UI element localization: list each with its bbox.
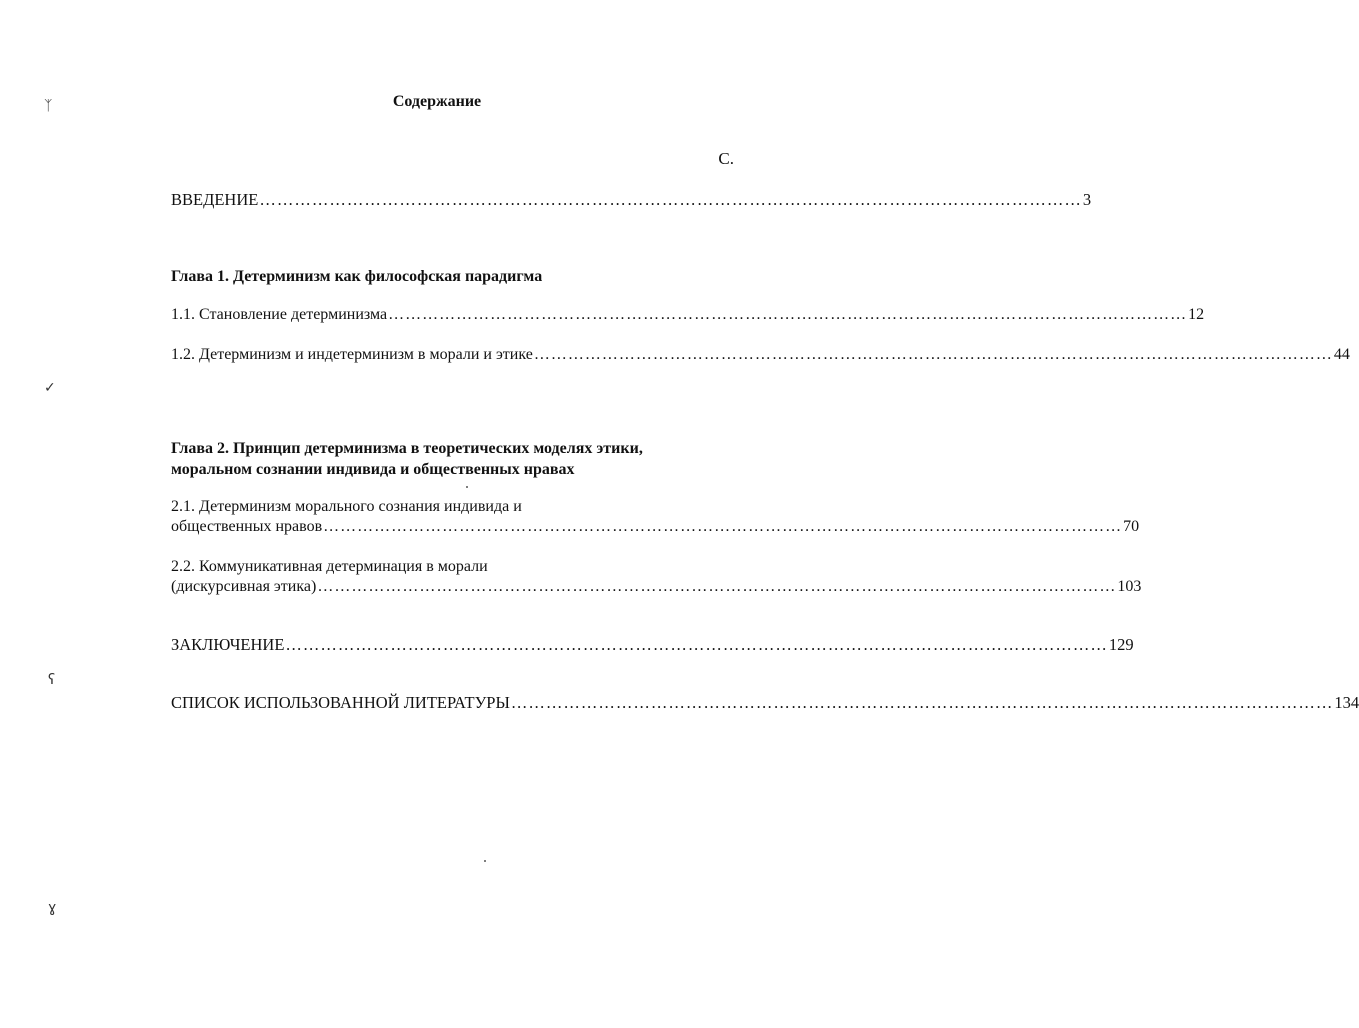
toc-label: общественных нравов — [171, 518, 323, 535]
leader-dots: …………………………………………………………………………………………………………………………… — [388, 306, 1188, 323]
page-column-label: С. — [718, 149, 734, 168]
toc-chapter-2[interactable] — [171, 438, 731, 480]
toc-label: ЗАКЛЮЧЕНИЕ — [171, 635, 285, 654]
scan-speck — [484, 860, 486, 862]
leader-dots: …………………………………………………………………………………………………………………………… — [317, 578, 1117, 595]
toc-entry-1-1[interactable] — [171, 305, 1205, 325]
margin-mark-icon: ᛉ — [44, 98, 53, 114]
leader-dots: …………………………………………………………………………………………………………………………… — [510, 693, 1334, 712]
toc-page-number: 134 — [1334, 693, 1359, 712]
page-title: Содержание — [392, 93, 482, 110]
margin-mark-icon: ɣ — [48, 900, 57, 916]
toc-chapter-1[interactable]: Глава 1. Детерминизм как философская парадигма — [171, 268, 543, 285]
toc-entry-2-2[interactable] — [171, 577, 1142, 597]
toc-label: ВВЕДЕНИЕ — [171, 190, 259, 209]
toc-label-2-1-line1[interactable]: 2.1. Детерминизм морального сознания индивида и — [171, 498, 522, 515]
scan-speck — [466, 486, 468, 488]
toc-page-number: 70 — [1123, 518, 1140, 535]
toc-entry-conclusion[interactable] — [171, 635, 1134, 655]
margin-mark-icon: ʕ — [48, 672, 56, 688]
toc-label: (дискурсивная этика) — [171, 578, 317, 595]
margin-mark-icon: ✓ — [44, 380, 56, 396]
toc-label: 1.2. Детерминизм и индетерминизм в морали и этике — [171, 346, 533, 363]
toc-entry-bibliography[interactable] — [171, 693, 1359, 713]
toc-page-number: 12 — [1188, 306, 1205, 323]
leader-dots: …………………………………………………………………………………………………………………………… — [533, 346, 1333, 363]
toc-page-number: 3 — [1082, 190, 1092, 209]
chapter-title-line: Глава 2. Принцип детерминизма в теоретических моделях этики, — [171, 440, 643, 457]
toc-page-number: 103 — [1117, 578, 1142, 595]
chapter-title-line: моральном сознании индивида и общественных нравах — [171, 461, 575, 478]
toc-page-number: 44 — [1333, 346, 1350, 363]
toc-page-number: 129 — [1108, 635, 1134, 654]
toc-entry-intro[interactable] — [171, 190, 1092, 210]
toc-entry-1-2[interactable] — [171, 345, 1350, 365]
leader-dots: …………………………………………………………………………………………………………………………… — [323, 518, 1123, 535]
toc-label: 1.1. Становление детерминизма — [171, 306, 388, 323]
leader-dots: …………………………………………………………………………………………………………………………… — [259, 190, 1082, 209]
leader-dots: …………………………………………………………………………………………………………………………… — [285, 635, 1108, 654]
toc-label-2-2-line1[interactable]: 2.2. Коммуникативная детерминация в морали — [171, 558, 488, 575]
toc-label: СПИСОК ИСПОЛЬЗОВАННОЙ ЛИТЕРАТУРЫ — [171, 693, 510, 712]
toc-entry-2-1[interactable] — [171, 517, 1140, 537]
